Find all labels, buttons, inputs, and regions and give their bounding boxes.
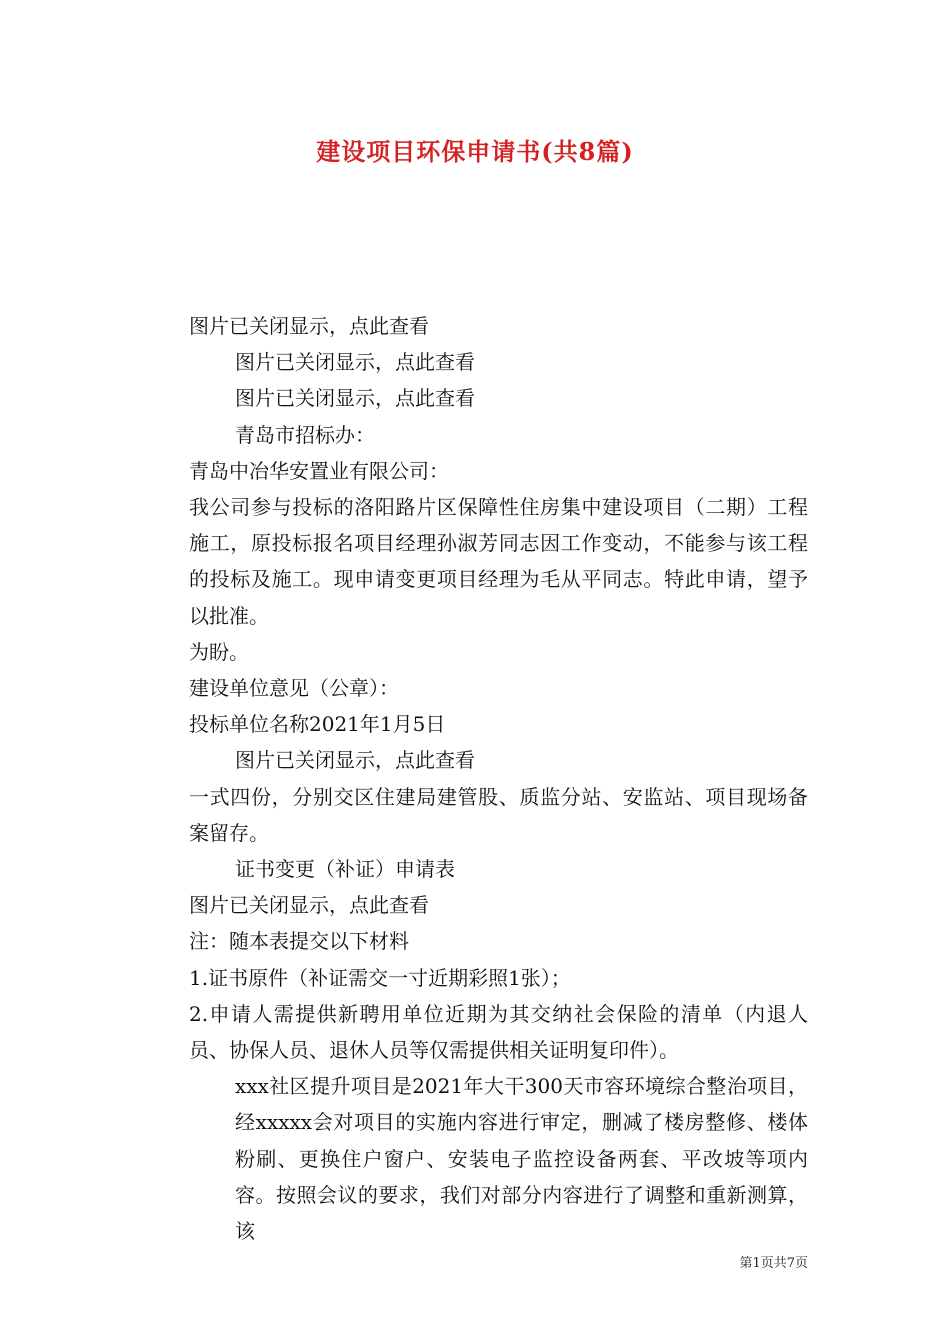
document-title: 建设项目环保申请书(共8篇) xyxy=(316,137,634,166)
body-paragraph: 注：随本表提交以下材料 xyxy=(189,929,409,954)
image-placeholder-link[interactable]: 图片已关闭显示，点此查看 xyxy=(235,748,475,773)
image-placeholder-link[interactable]: 图片已关闭显示，点此查看 xyxy=(235,386,475,411)
body-paragraph: 建设单位意见（公章）： xyxy=(189,676,399,701)
list-item: 2.申请人需提供新聘用单位近期为其交纳社会保险的清单（内退人员、协保人员、退休人员等仅需提供相关证明复印件）。 xyxy=(189,1001,808,1063)
addressee-line: 青岛市招标办： xyxy=(235,422,375,447)
addressee-line: 青岛中冶华安置业有限公司： xyxy=(189,458,449,483)
section-heading: 证书变更（补证）申请表 xyxy=(235,857,455,882)
body-paragraph: 投标单位名称2021年1月5日 xyxy=(189,712,446,737)
body-paragraph: xxx社区提升项目是2021年大干300天市容环境综合整治项目，经xxxxx会对项目的实施内容进行审定，删减了楼房整修、楼体粉刷、更换住户窗户、安装电子监控设备两套、平改坡等项内容。按照会议的要求，我们对部分内容进行了调整和重新测算，该 xyxy=(235,1074,808,1244)
body-paragraph: 为盼。 xyxy=(189,639,249,664)
document-body xyxy=(143,308,808,1249)
image-placeholder-link[interactable]: 图片已关闭显示，点此查看 xyxy=(235,350,475,375)
image-placeholder-link[interactable]: 图片已关闭显示，点此查看 xyxy=(189,893,429,918)
body-paragraph: 我公司参与投标的洛阳路片区保障性住房集中建设项目（二期）工程施工，原投标报名项目经理孙淑芳同志因工作变动，不能参与该工程的投标及施工。现申请变更项目经理为毛从平同志。特此申请，望予以批准。 xyxy=(189,495,808,628)
list-item: 1.证书原件（补证需交一寸近期彩照1张）； xyxy=(189,965,571,990)
image-placeholder-link[interactable]: 图片已关闭显示，点此查看 xyxy=(189,314,429,338)
page-number: 第1页共7页 xyxy=(739,1256,808,1271)
body-paragraph: 一式四份，分别交区住建局建管股、质监分站、安监站、项目现场备案留存。 xyxy=(189,784,808,845)
